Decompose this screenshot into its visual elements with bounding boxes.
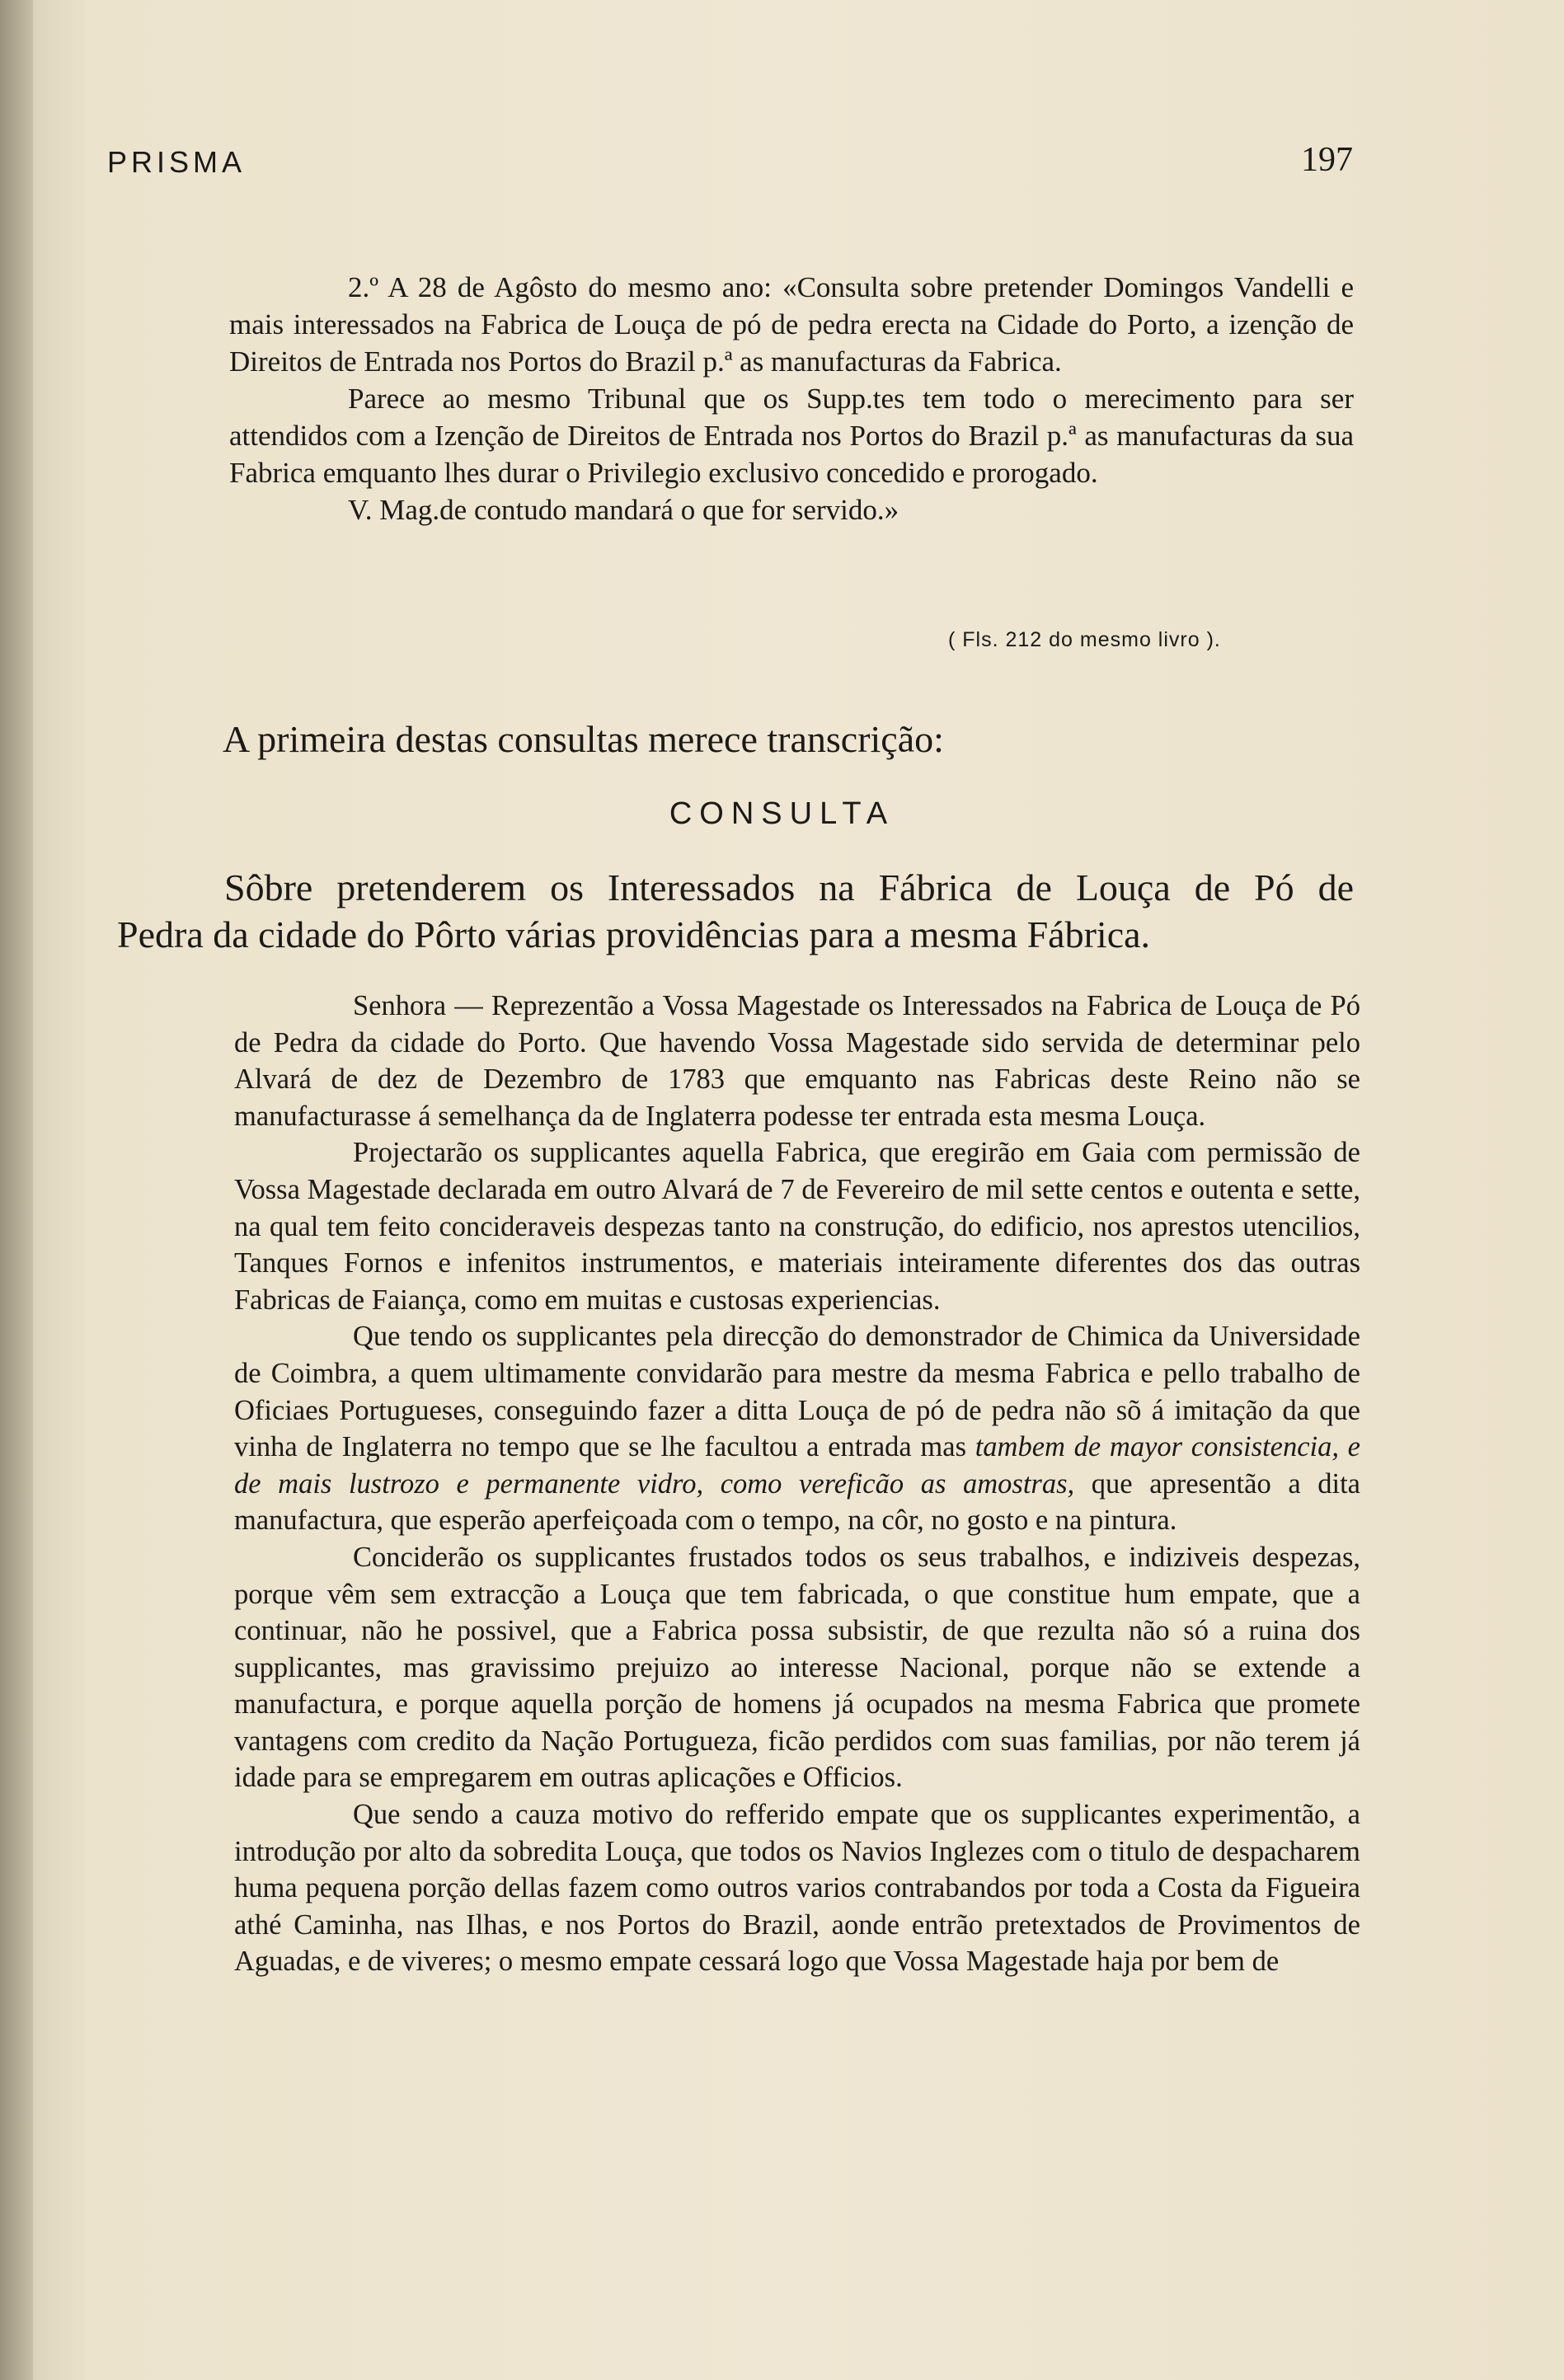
p3-end: que apresentão a dita manufactura, que esperão aperfeiçoada com o tempo, na côr, no gosto e na pintura. bbox=[234, 1467, 1360, 1537]
item-2-opinion: Parece ao mesmo Tribunal que os Supp.tes tem todo o merecimento para ser attendidos com a Izenção de Direitos de Entrada nos Portos do Brazil p.ª as manufacturas da sua Fabrica emquanto lhes durar o Privilegio exclusivo concedido e prorogado. bbox=[229, 383, 1354, 489]
consulta-body bbox=[234, 988, 1360, 1980]
consulta-paragraph-1: Senhora — Reprezentão a Vossa Magestade os Interessados na Fabrica de Louça de Pó de Pedra da cidade do Porto. Que havendo Vossa Magestade sido servida de determinar pelo Alvará de dez de Dezembro de 1783 que emquanto nas Fabricas deste Reino não se manufacturasse á semelhança da de Inglaterra podesse ter entrada esta mesma Louça. bbox=[234, 990, 1360, 1132]
item-2-paragraph: 2.º A 28 de Agôsto do mesmo ano: «Consulta sobre pretender Domingos Vandelli e mais interessados na Fabrica de Louça de pó de pedra erecta na Cidade do Porto, a izenção de Direitos de Entrada nos Portos do Brazil p.ª as manufacturas da Fabrica. bbox=[229, 271, 1354, 378]
item-2-closing: V. Mag.de contudo mandará o que for servido.» bbox=[348, 494, 899, 526]
consulta-paragraph-5: Que sendo a cauza motivo do refferido empate que os supplicantes experimentão, a introdução por alto da sobredita Louça, que todos os Navios Inglezes com o titulo de despacharem huma pequena porção dellas fazem como outros varios contrabandos por toda a Costa da Figueira athé Caminha, nas Ilhas, e nos Portos do Brazil, aonde entrão pretextados de Provimentos de Aguadas, e de viveres; o mesmo empate cessará logo que Vossa Magestade haja por bem de bbox=[234, 1799, 1360, 1978]
consulta-title: CONSULTA bbox=[669, 796, 895, 831]
p3-start: Que tendo os supplicantes pela direcção do demonstrador de Chimica da Universidade de Coimbra, a quem ultimamente convidarão para mestre da mesma Fabrica e pello trabalho de Oficiaes Portugueses, conseguindo fazer a ditta Louça de pó de pedra não sõ á imitação da que vinha de Inglaterra no tempo que se lhe facultou a entrada mas bbox=[234, 1321, 1360, 1463]
subject-line-2: Pedra da cidade do Pôrto várias providências para a mesma Fábrica. bbox=[117, 913, 1151, 955]
book-spine-shadow bbox=[0, 0, 33, 2380]
running-title: PRISMA bbox=[107, 145, 247, 179]
consulta-paragraph-4: Conciderão os supplicantes frustados todos os seus trabalhos, e indiziveis despezas, porque vêm sem extracção a Louça que tem fabricada, o que constitue hum empate, que a continuar, não he possivel, que a Fabrica possa subsistir, de que rezulta não só a ruina dos supplicantes, mas gravissimo prejuizo ao interesse Nacional, porque não se extende a manufactura, e porque aquella porção de homens já ocupados na mesma Fabrica que promete vantagens com credito da Nação Portugueza, ficão perdidos com suas familias, por não terem já idade para se empregarem em outras aplicações e Officios. bbox=[234, 1541, 1360, 1794]
consulta-paragraph-2: Projectarão os supplicantes aquella Fabrica, que eregirão em Gaia com permissão de Vossa Magestade declarada em outro Alvará de 7 de Fevereiro de mil sette centos e outenta e sette, na qual tem feito concideraveis despezas tanto na construção, do edificio, nos aprestos utencilios, Tanques Fornos e infenitos instrumentos, e materiais inteiramente diferentes dos das outras Fabricas de Faiança, como em muitas e custosas experiencias. bbox=[234, 1137, 1360, 1316]
p3-italic: tambem de mayor consistencia, e de mais lustrozo e permanente vidro, como vereficão as amostras, bbox=[234, 1431, 1360, 1500]
page-number: 197 bbox=[1301, 141, 1353, 179]
lead-sentence: A primeira destas consultas merece transcrição: bbox=[223, 718, 944, 760]
consulta-paragraph-3 bbox=[234, 1318, 1360, 1539]
consulta-subject bbox=[117, 864, 1354, 958]
citation: ( Fls. 212 do mesmo livro ). bbox=[948, 628, 1221, 651]
item-2-block bbox=[229, 269, 1354, 528]
subject-line-1: Sôbre pretenderem os Interessados na Fábrica de Louça de Pó de bbox=[224, 866, 1354, 908]
